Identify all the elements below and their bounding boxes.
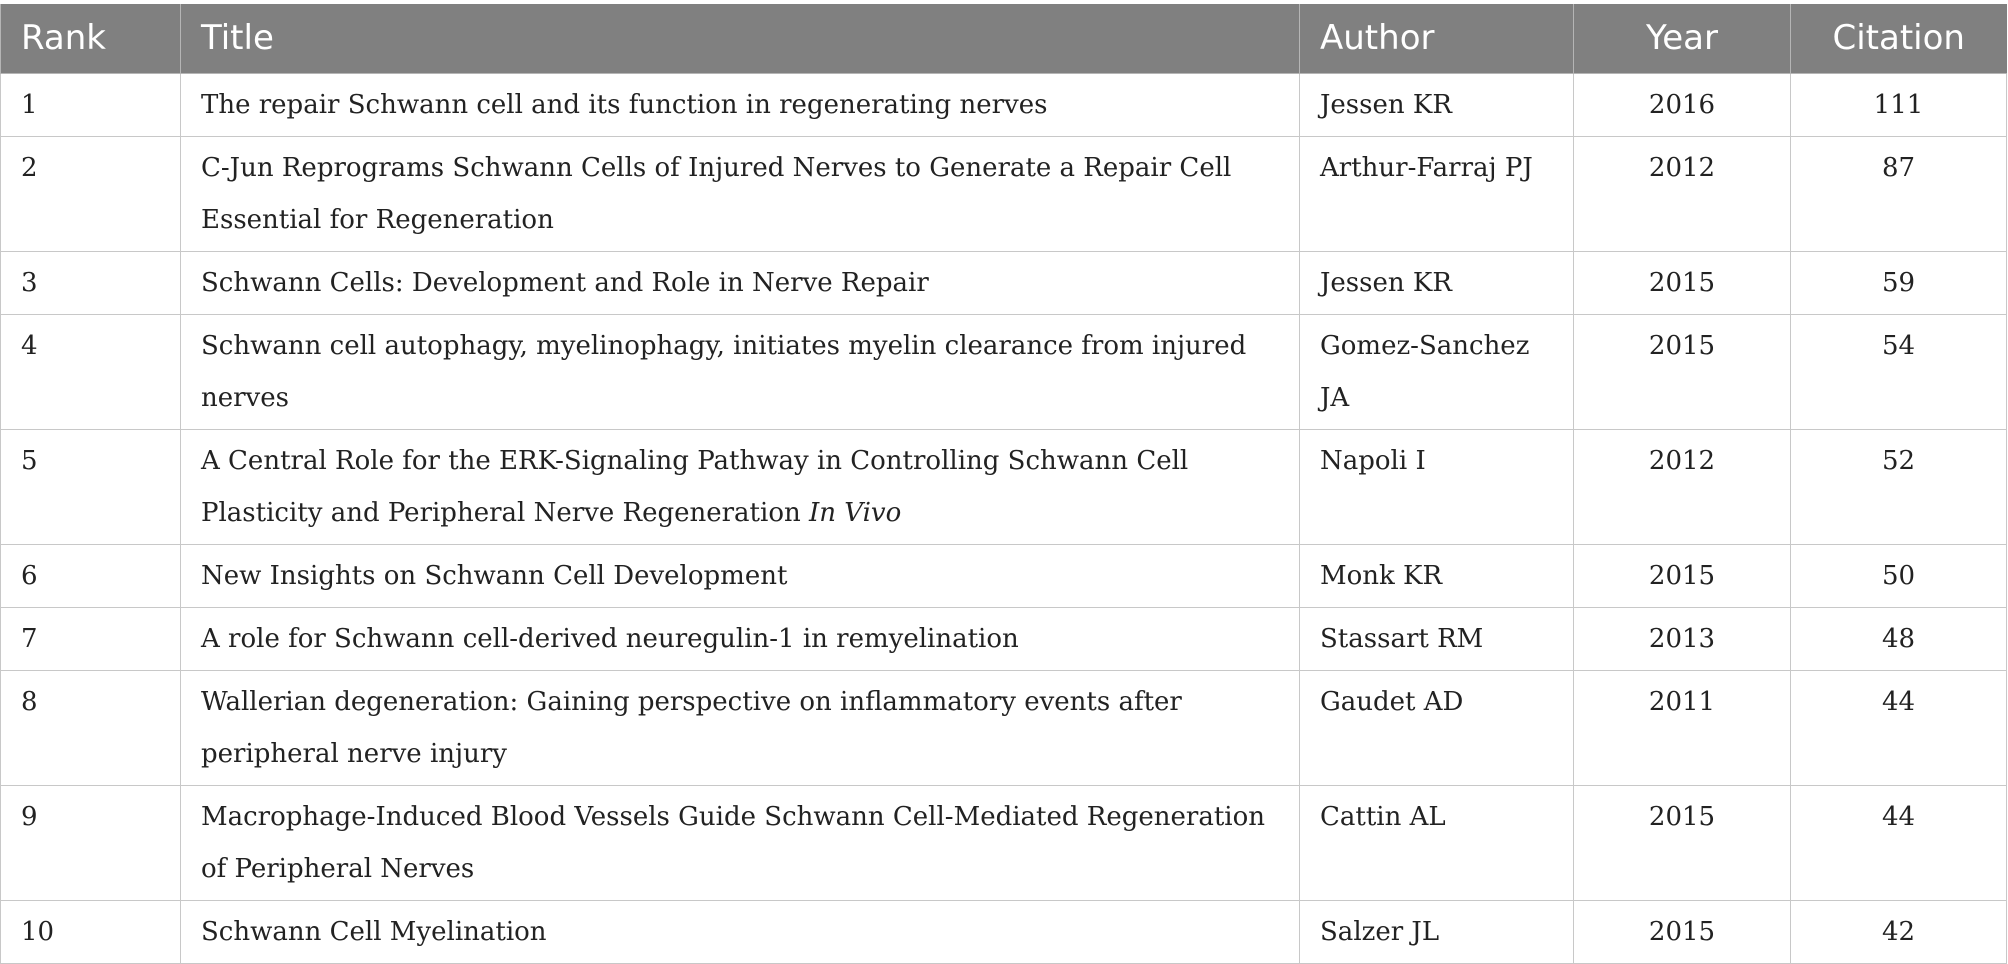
citation-cell: 87 xyxy=(1791,136,2007,251)
table-row xyxy=(1,73,2007,136)
table-row xyxy=(1,314,2007,429)
citation-cell: 50 xyxy=(1791,544,2007,607)
title-cell xyxy=(181,73,1300,136)
title-text: A role for Schwann cell-derived neuregulin-1 in remyelination xyxy=(201,623,1019,654)
citation-cell: 54 xyxy=(1791,314,2007,429)
citation-cell: 42 xyxy=(1791,900,2007,963)
rank-cell: 6 xyxy=(1,544,181,607)
year-cell: 2012 xyxy=(1574,429,1791,544)
rank-cell: 8 xyxy=(1,670,181,785)
title-text: Schwann Cells: Development and Role in Nerve Repair xyxy=(201,267,929,298)
year-cell: 2016 xyxy=(1574,73,1791,136)
table-row xyxy=(1,785,2007,900)
year-cell: 2012 xyxy=(1574,136,1791,251)
citation-cell: 44 xyxy=(1791,785,2007,900)
citation-cell: 44 xyxy=(1791,670,2007,785)
top-cited-articles-table xyxy=(0,4,2007,964)
table-header-row xyxy=(1,4,2007,73)
title-cell xyxy=(181,544,1300,607)
table-row xyxy=(1,607,2007,670)
table-row xyxy=(1,251,2007,314)
title-cell xyxy=(181,607,1300,670)
header-citation: Citation xyxy=(1791,4,2007,73)
title-cell xyxy=(181,429,1300,544)
author-cell: Jessen KR xyxy=(1300,251,1574,314)
author-cell: Salzer JL xyxy=(1300,900,1574,963)
rank-cell: 7 xyxy=(1,607,181,670)
title-text: Schwann Cell Myelination xyxy=(201,916,547,947)
table-row xyxy=(1,900,2007,963)
year-cell: 2015 xyxy=(1574,251,1791,314)
rank-cell: 3 xyxy=(1,251,181,314)
header-year: Year xyxy=(1574,4,1791,73)
rank-cell: 2 xyxy=(1,136,181,251)
year-cell: 2015 xyxy=(1574,785,1791,900)
header-rank: Rank xyxy=(1,4,181,73)
citation-table-container xyxy=(0,4,2006,964)
rank-cell: 4 xyxy=(1,314,181,429)
header-author: Author xyxy=(1300,4,1574,73)
title-cell xyxy=(181,136,1300,251)
author-cell: Arthur-Farraj PJ xyxy=(1300,136,1574,251)
citation-cell: 48 xyxy=(1791,607,2007,670)
author-cell: Napoli I xyxy=(1300,429,1574,544)
table-row xyxy=(1,136,2007,251)
rank-cell: 1 xyxy=(1,73,181,136)
title-text: Wallerian degeneration: Gaining perspective on inflammatory events after peripheral nerve injury xyxy=(201,686,1182,769)
title-text: Schwann cell autophagy, myelinophagy, initiates myelin clearance from injured nerves xyxy=(201,330,1247,413)
year-cell: 2015 xyxy=(1574,544,1791,607)
table-row xyxy=(1,544,2007,607)
rank-cell: 9 xyxy=(1,785,181,900)
author-cell: Jessen KR xyxy=(1300,73,1574,136)
title-cell xyxy=(181,785,1300,900)
table-row xyxy=(1,670,2007,785)
title-cell xyxy=(181,900,1300,963)
title-cell xyxy=(181,670,1300,785)
rank-cell: 5 xyxy=(1,429,181,544)
title-text: The repair Schwann cell and its function in regenerating nerves xyxy=(201,89,1048,120)
author-cell: Monk KR xyxy=(1300,544,1574,607)
title-text: C-Jun Reprograms Schwann Cells of Injured Nerves to Generate a Repair Cell Essential for Regeneration xyxy=(201,152,1232,235)
year-cell: 2011 xyxy=(1574,670,1791,785)
rank-cell: 10 xyxy=(1,900,181,963)
title-text: A Central Role for the ERK-Signaling Pathway in Controlling Schwann Cell Plasticity and Peripheral Nerve Regeneration xyxy=(201,445,1189,528)
year-cell: 2015 xyxy=(1574,900,1791,963)
year-cell: 2013 xyxy=(1574,607,1791,670)
title-cell xyxy=(181,251,1300,314)
title-cell xyxy=(181,314,1300,429)
citation-cell: 52 xyxy=(1791,429,2007,544)
year-cell: 2015 xyxy=(1574,314,1791,429)
author-cell: Gaudet AD xyxy=(1300,670,1574,785)
table-row xyxy=(1,429,2007,544)
title-italic-text: In Vivo xyxy=(808,497,902,528)
author-cell: Gomez-Sanchez JA xyxy=(1300,314,1574,429)
citation-cell: 59 xyxy=(1791,251,2007,314)
author-cell: Stassart RM xyxy=(1300,607,1574,670)
title-text: New Insights on Schwann Cell Development xyxy=(201,560,788,591)
title-text: Macrophage-Induced Blood Vessels Guide Schwann Cell-Mediated Regeneration of Peripheral Nerves xyxy=(201,801,1266,884)
author-cell: Cattin AL xyxy=(1300,785,1574,900)
header-title: Title xyxy=(181,4,1300,73)
citation-cell: 111 xyxy=(1791,73,2007,136)
